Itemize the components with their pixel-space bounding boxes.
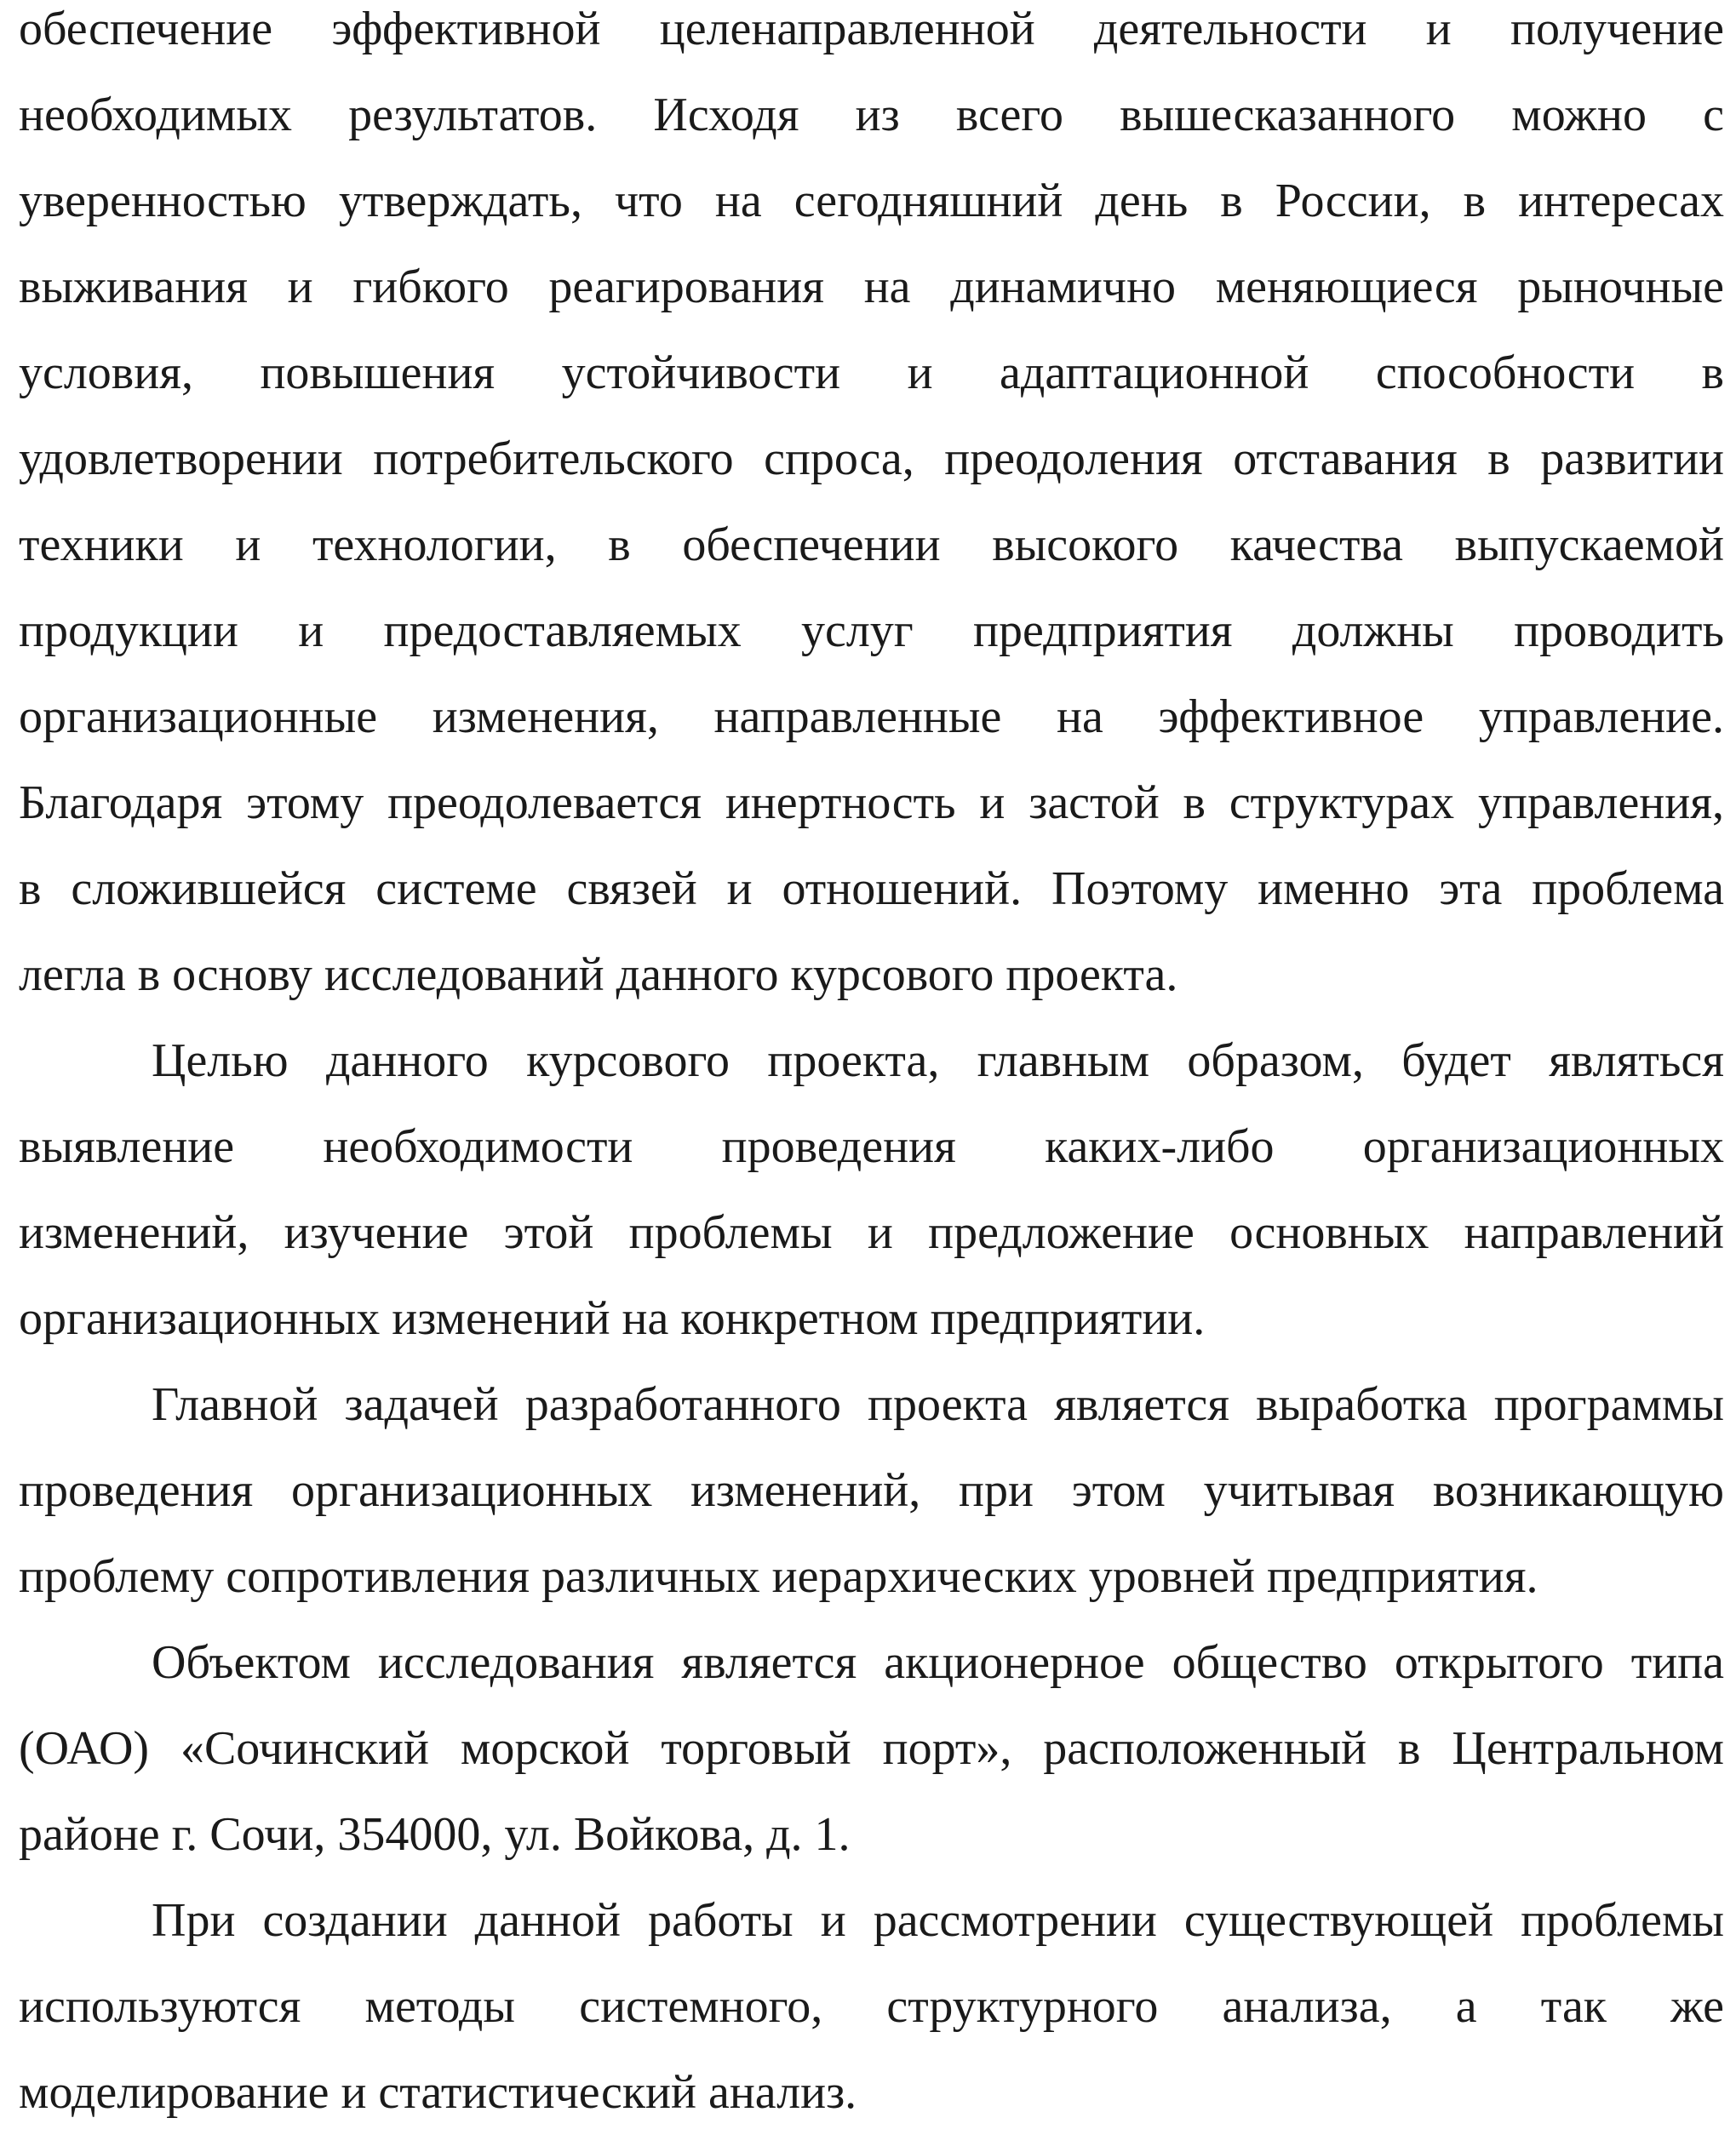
text-line-17: Главной задачей разработанного проекта является выработка программы	[152, 1378, 1724, 1431]
text-line-24: используются методы системного, структурного анализа, а так же	[19, 1980, 1724, 2033]
text-line-4: выживания и гибкого реагирования на динамично меняющиеся рыночные	[19, 260, 1724, 313]
text-line-11: в сложившейся системе связей и отношений. Поэтому именно эта проблема	[19, 862, 1724, 915]
text-line-19: проблему сопротивления различных иерархических уровней предприятия.	[19, 1550, 1538, 1603]
text-line-20: Объектом исследования является акционерное общество открытого типа	[152, 1636, 1724, 1689]
text-line-14: выявление необходимости проведения каких-либо организационных	[19, 1120, 1724, 1173]
text-line-2: необходимых результатов. Исходя из всего вышесказанного можно с	[19, 89, 1724, 141]
text-line-23: При создании данной работы и рассмотрении существующей проблемы	[152, 1894, 1724, 1947]
text-line-5: условия, повышения устойчивости и адаптационной способности в	[19, 346, 1724, 399]
text-line-13: Целью данного курсового проекта, главным образом, будет являться	[152, 1034, 1724, 1087]
text-line-3: уверенностью утверждать, что на сегодняшний день в России, в интересах	[19, 175, 1724, 227]
text-line-21: (ОАО) «Сочинский морской торговый порт», расположенный в Центральном	[19, 1722, 1724, 1775]
text-line-1: обеспечение эффективной целенаправленной деятельности и получение	[19, 3, 1724, 55]
text-line-25: моделирование и статистический анализ.	[19, 2066, 857, 2119]
text-line-12: легла в основу исследований данного курсового проекта.	[19, 948, 1178, 1001]
text-line-16: организационных изменений на конкретном предприятии.	[19, 1292, 1206, 1345]
text-line-10: Благодаря этому преодолевается инертность и застой в структурах управления,	[19, 776, 1724, 829]
text-line-8: продукции и предоставляемых услуг предприятия должны проводить	[19, 604, 1724, 657]
text-line-15: изменений, изучение этой проблемы и предложение основных направлений	[19, 1206, 1724, 1259]
text-line-6: удовлетворении потребительского спроса, преодоления отставания в развитии	[19, 432, 1724, 485]
text-line-7: техники и технологии, в обеспечении высокого качества выпускаемой	[19, 518, 1724, 571]
text-line-9: организационные изменения, направленные на эффективное управление.	[19, 690, 1724, 743]
text-line-18: проведения организационных изменений, при этом учитывая возникающую	[19, 1464, 1724, 1517]
text-line-22: районе г. Сочи, 354000, ул. Войкова, д. 1.	[19, 1808, 851, 1861]
